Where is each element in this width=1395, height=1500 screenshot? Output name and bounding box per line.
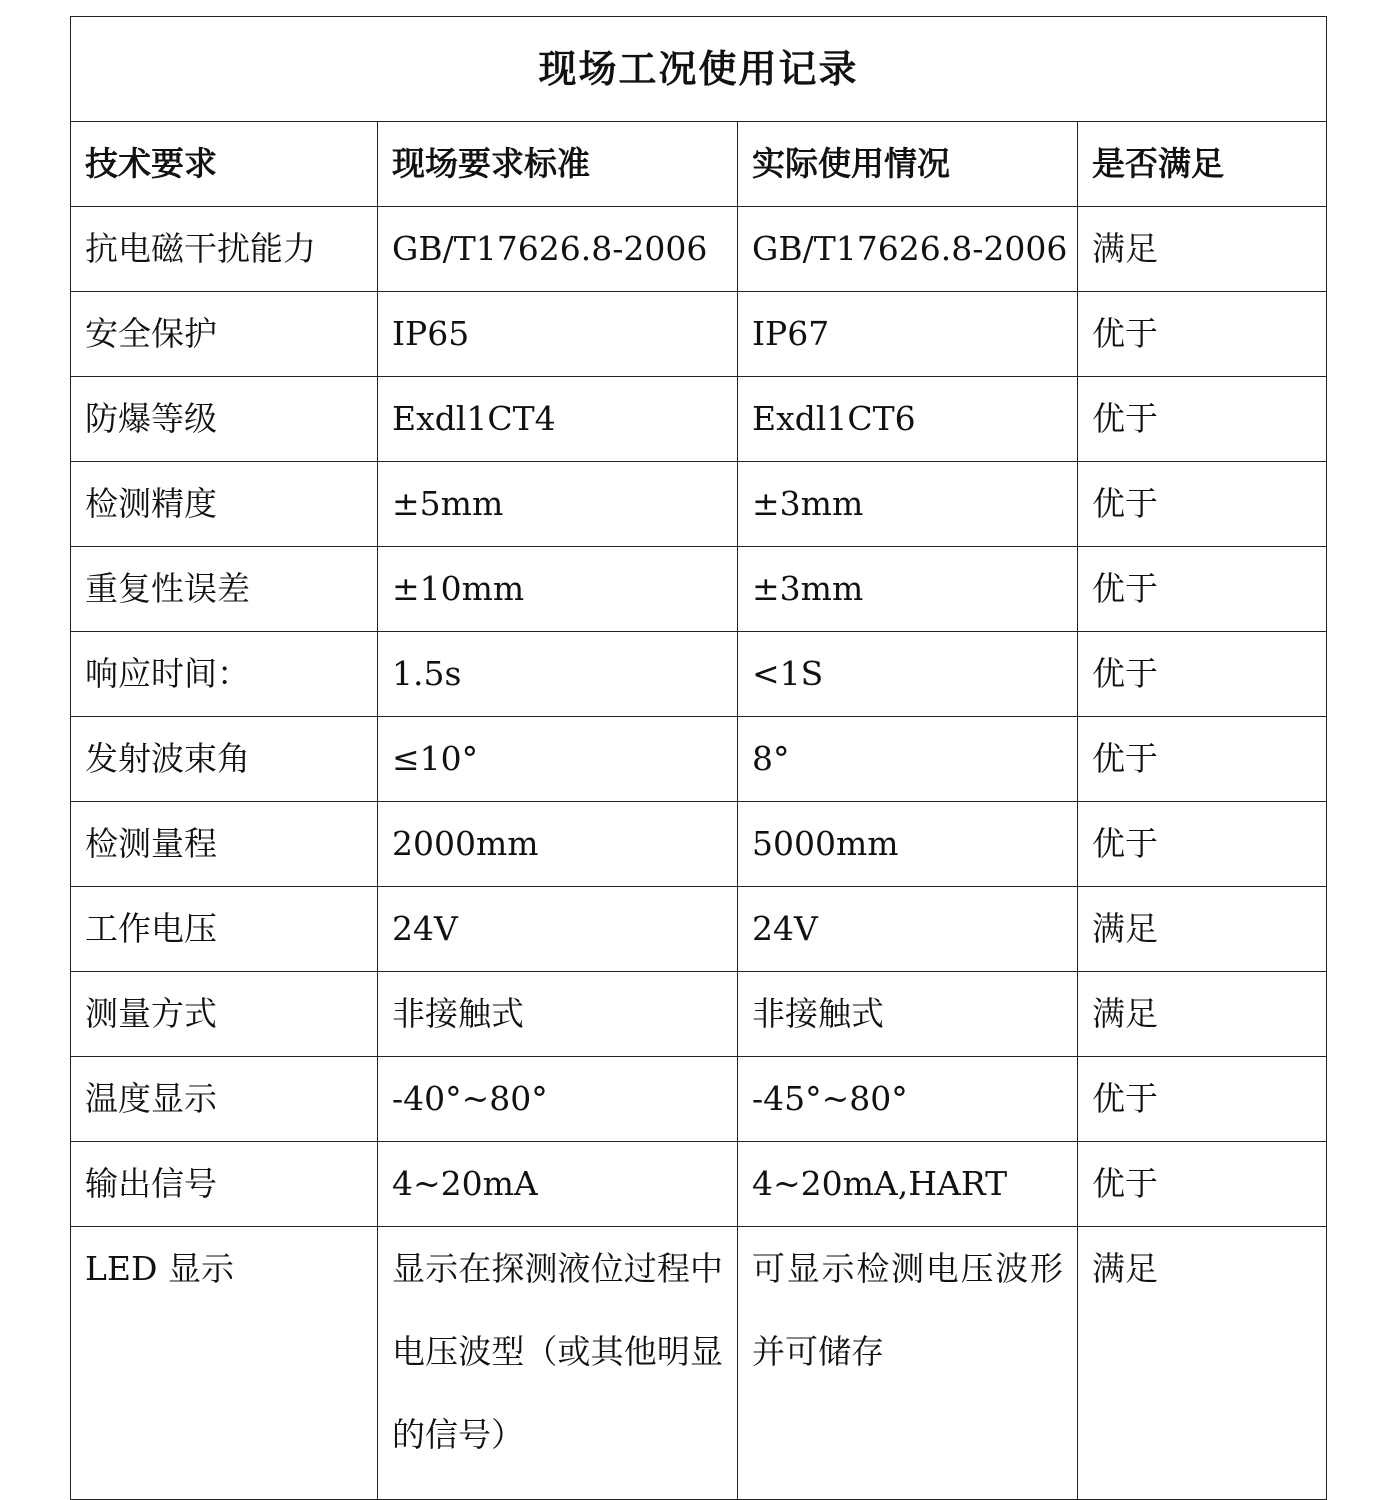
table-row bbox=[71, 972, 1327, 1057]
cell-requirement: 工作电压 bbox=[71, 887, 378, 972]
cell-result: 满足 bbox=[1078, 207, 1327, 292]
cell-result: 优于 bbox=[1078, 717, 1327, 802]
header-tech-requirement: 技术要求 bbox=[71, 122, 378, 207]
cell-requirement: 响应时间： bbox=[71, 632, 378, 717]
cell-standard: ±5mm bbox=[378, 462, 738, 547]
cell-actual: <1S bbox=[738, 632, 1078, 717]
header-row bbox=[71, 122, 1327, 207]
title-row bbox=[71, 17, 1327, 122]
usage-record-table bbox=[70, 16, 1327, 1500]
cell-standard: IP65 bbox=[378, 292, 738, 377]
header-actual-usage: 实际使用情况 bbox=[738, 122, 1078, 207]
cell-standard: Exdl1CT4 bbox=[378, 377, 738, 462]
cell-actual: 8° bbox=[738, 717, 1078, 802]
cell-standard: 1.5s bbox=[378, 632, 738, 717]
cell-result: 优于 bbox=[1078, 802, 1327, 887]
cell-requirement: 重复性误差 bbox=[71, 547, 378, 632]
cell-result: 满足 bbox=[1078, 972, 1327, 1057]
cell-actual: 非接触式 bbox=[738, 972, 1078, 1057]
cell-standard: ±10mm bbox=[378, 547, 738, 632]
cell-result: 优于 bbox=[1078, 1142, 1327, 1227]
table-row bbox=[71, 547, 1327, 632]
cell-requirement: 检测精度 bbox=[71, 462, 378, 547]
cell-actual: GB/T17626.8-2006 bbox=[738, 207, 1078, 292]
cell-actual: -45°~80° bbox=[738, 1057, 1078, 1142]
cell-requirement bbox=[71, 1227, 378, 1500]
cell-result: 优于 bbox=[1078, 1057, 1327, 1142]
cell-actual bbox=[738, 1227, 1078, 1500]
table-row bbox=[71, 887, 1327, 972]
cell-requirement: 温度显示 bbox=[71, 1057, 378, 1142]
table-row bbox=[71, 717, 1327, 802]
cell-text: 可显示检测电压波形并可储存 bbox=[752, 1249, 1063, 1371]
cell-text: 显示在探测液位过程中电压波型（或其他明显的信号） bbox=[392, 1249, 723, 1454]
cell-actual: 24V bbox=[738, 887, 1078, 972]
cell-requirement: 发射波束角 bbox=[71, 717, 378, 802]
table-row bbox=[71, 462, 1327, 547]
cell-requirement: 安全保护 bbox=[71, 292, 378, 377]
cell-standard: GB/T17626.8-2006 bbox=[378, 207, 738, 292]
cell-standard: 4~20mA bbox=[378, 1142, 738, 1227]
table-row bbox=[71, 802, 1327, 887]
cell-actual: 5000mm bbox=[738, 802, 1078, 887]
cell-result: 优于 bbox=[1078, 462, 1327, 547]
cell-text: LED 显示 bbox=[85, 1249, 234, 1288]
cell-actual: 4~20mA,HART bbox=[738, 1142, 1078, 1227]
cell-actual: ±3mm bbox=[738, 547, 1078, 632]
header-satisfied: 是否满足 bbox=[1078, 122, 1327, 207]
table-row bbox=[71, 1142, 1327, 1227]
cell-standard: ≤10° bbox=[378, 717, 738, 802]
cell-requirement: 输出信号 bbox=[71, 1142, 378, 1227]
cell-standard bbox=[378, 1227, 738, 1500]
cell-standard: -40°~80° bbox=[378, 1057, 738, 1142]
cell-text: 满足 bbox=[1092, 1249, 1158, 1288]
table-row bbox=[71, 292, 1327, 377]
cell-requirement: 防爆等级 bbox=[71, 377, 378, 462]
cell-result: 优于 bbox=[1078, 547, 1327, 632]
cell-result: 优于 bbox=[1078, 292, 1327, 377]
cell-actual: Exdl1CT6 bbox=[738, 377, 1078, 462]
cell-requirement: 测量方式 bbox=[71, 972, 378, 1057]
cell-result: 满足 bbox=[1078, 887, 1327, 972]
table-row bbox=[71, 377, 1327, 462]
table-title: 现场工况使用记录 bbox=[71, 17, 1327, 122]
cell-requirement: 检测量程 bbox=[71, 802, 378, 887]
cell-standard: 24V bbox=[378, 887, 738, 972]
cell-actual: ±3mm bbox=[738, 462, 1078, 547]
table-row bbox=[71, 207, 1327, 292]
table-row bbox=[71, 632, 1327, 717]
cell-actual: IP67 bbox=[738, 292, 1078, 377]
cell-standard: 非接触式 bbox=[378, 972, 738, 1057]
cell-result bbox=[1078, 1227, 1327, 1500]
cell-result: 优于 bbox=[1078, 377, 1327, 462]
cell-standard: 2000mm bbox=[378, 802, 738, 887]
table-row bbox=[71, 1227, 1327, 1500]
table-row bbox=[71, 1057, 1327, 1142]
header-site-standard: 现场要求标准 bbox=[378, 122, 738, 207]
cell-requirement: 抗电磁干扰能力 bbox=[71, 207, 378, 292]
cell-result: 优于 bbox=[1078, 632, 1327, 717]
